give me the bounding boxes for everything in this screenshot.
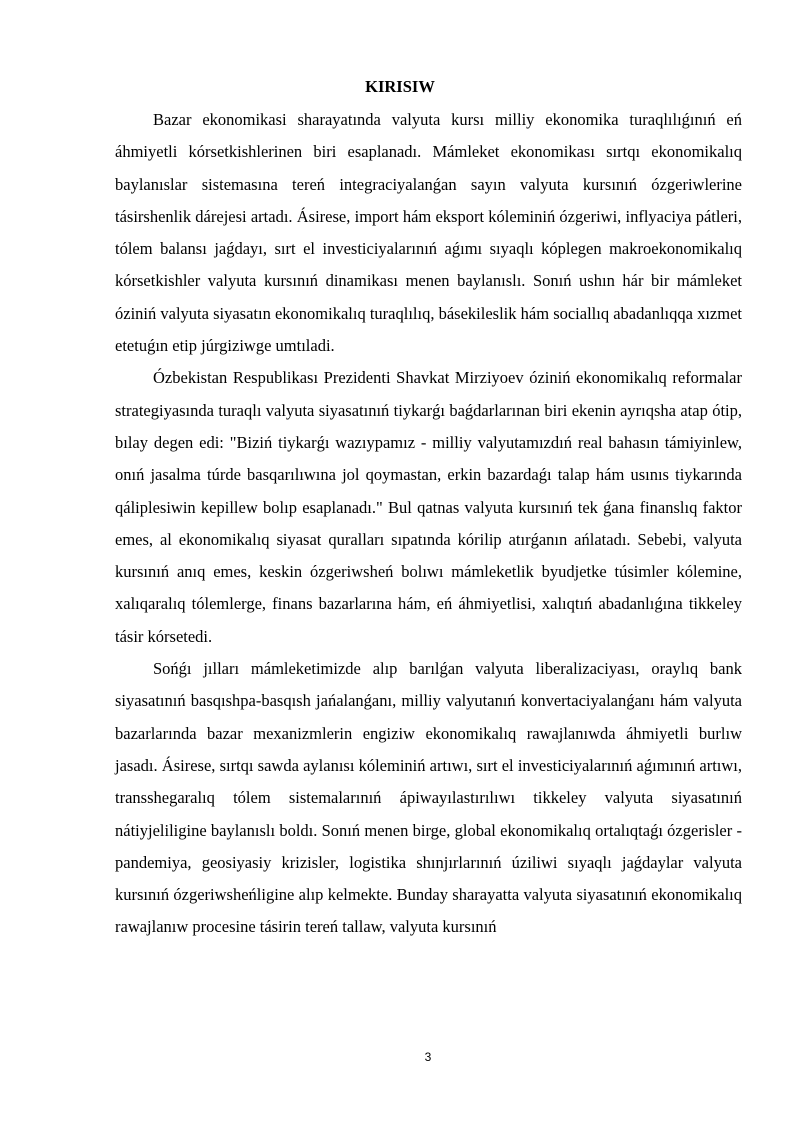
page-number: 3 xyxy=(424,1050,432,1064)
body-text xyxy=(115,104,742,944)
paragraph-1: Bazar ekonomikasi sharayatında valyuta kursı milliy ekonomika turaqlılıǵınıń eń áhmiyetli kórsetkishlerinen biri esaplanadı. Mámleket ekonomikası sırtqı ekonomikalıq baylanıslar sistemasına tereń integraciyalanǵan sayın valyuta kursınıń ózgeriwlerine tásirshenlik dárejesi artadı. Ásirese, import hám eksport kóleminiń ózgeriwi, inflyaciya pátleri, tólem balansı jaǵdayı, sırt el investiciyalarınıń aǵımı sıyaqlı kóplegen makroekonomikalıq kórsetkishler valyuta kursınıń dinamikası menen baylanıslı. Sonıń ushın hár bir mámleket óziniń valyuta siyasatın ekonomikalıq turaqlılıq, básekileslik hám sociallıq abadanlıqqa xızmet etetuǵın etip júrgiziwge umtıladi. xyxy=(115,110,742,356)
paragraph-3: Sońǵı jılları mámleketimizde alıp barılǵan valyuta liberalizaciyası, oraylıq bank siyasatınıń basqıshpa-basqısh jańalanǵanı, milliy valyutanıń konvertaciyalanǵanı hám valyuta bazarlarında bazar mexanizmlerin engiziw ekonomikalıq rawajlanıwda áhmiyetli burlıw jasadı. Ásirese, sırtqı sawda aylanısı kóleminiń artıwı, sırt el investiciyalarınıń aǵımınıń artıwı, transshegaralıq tólem sistemalarınıń ápiwayılastırılıwı tikkeley valyuta siyasatınıń nátiyjeliligine baylanıslı boldı. Sonıń menen birge, global ekonomikalıq ortalıqtaǵı ózgerisler - pandemiya, geosiyasiy krizisler, logistika shınjırlarınıń úziliwi sıyaqlı jaǵdaylar valyuta kursınıń ózgeriwsheńligine alıp kelmekte. Bunday sharayatta valyuta siyasatınıń ekonomikalıq rawajlanıw procesine tásirin tereń tallaw, valyuta kursınıń xyxy=(115,659,742,937)
paragraph-2: Ózbekistan Respublikası Prezidenti Shavkat Mirziyoev óziniń ekonomikalıq reformalar strategiyasında turaqlı valyuta siyasatınıń tiykarǵı baǵdarlarınan biri ekenin ayrıqsha atap ótip, bılay degen edi: "Biziń tiykarǵı wazıypamız - milliy valyutamızdıń real bahasın támiyinlew, onıń jasalma túrde basqarılıwına jol qoymastan, erkin bazardaǵı talap hám usınıs tiykarında qáliplesiwin kepillew bolıp esaplanadı." Bul qatnas valyuta kursınıń tek ǵana finanslıq faktor emes, al ekonomikalıq siyasat quralları sıpatında kórilip atırǵanın ańlatadı. Sebebi, valyuta kursınıń anıq emes, keskin ózgeriwsheń bolıwı mámleketlik byudjetke túsimler kólemine, xalıqaralıq tólemlerge, finans bazarlarına hám, eń áhmiyetlisi, xalıqtıń abadanlıǵına tikkeley tásir kórsetedi. xyxy=(115,368,742,646)
section-title: KIRISIW xyxy=(365,77,435,96)
